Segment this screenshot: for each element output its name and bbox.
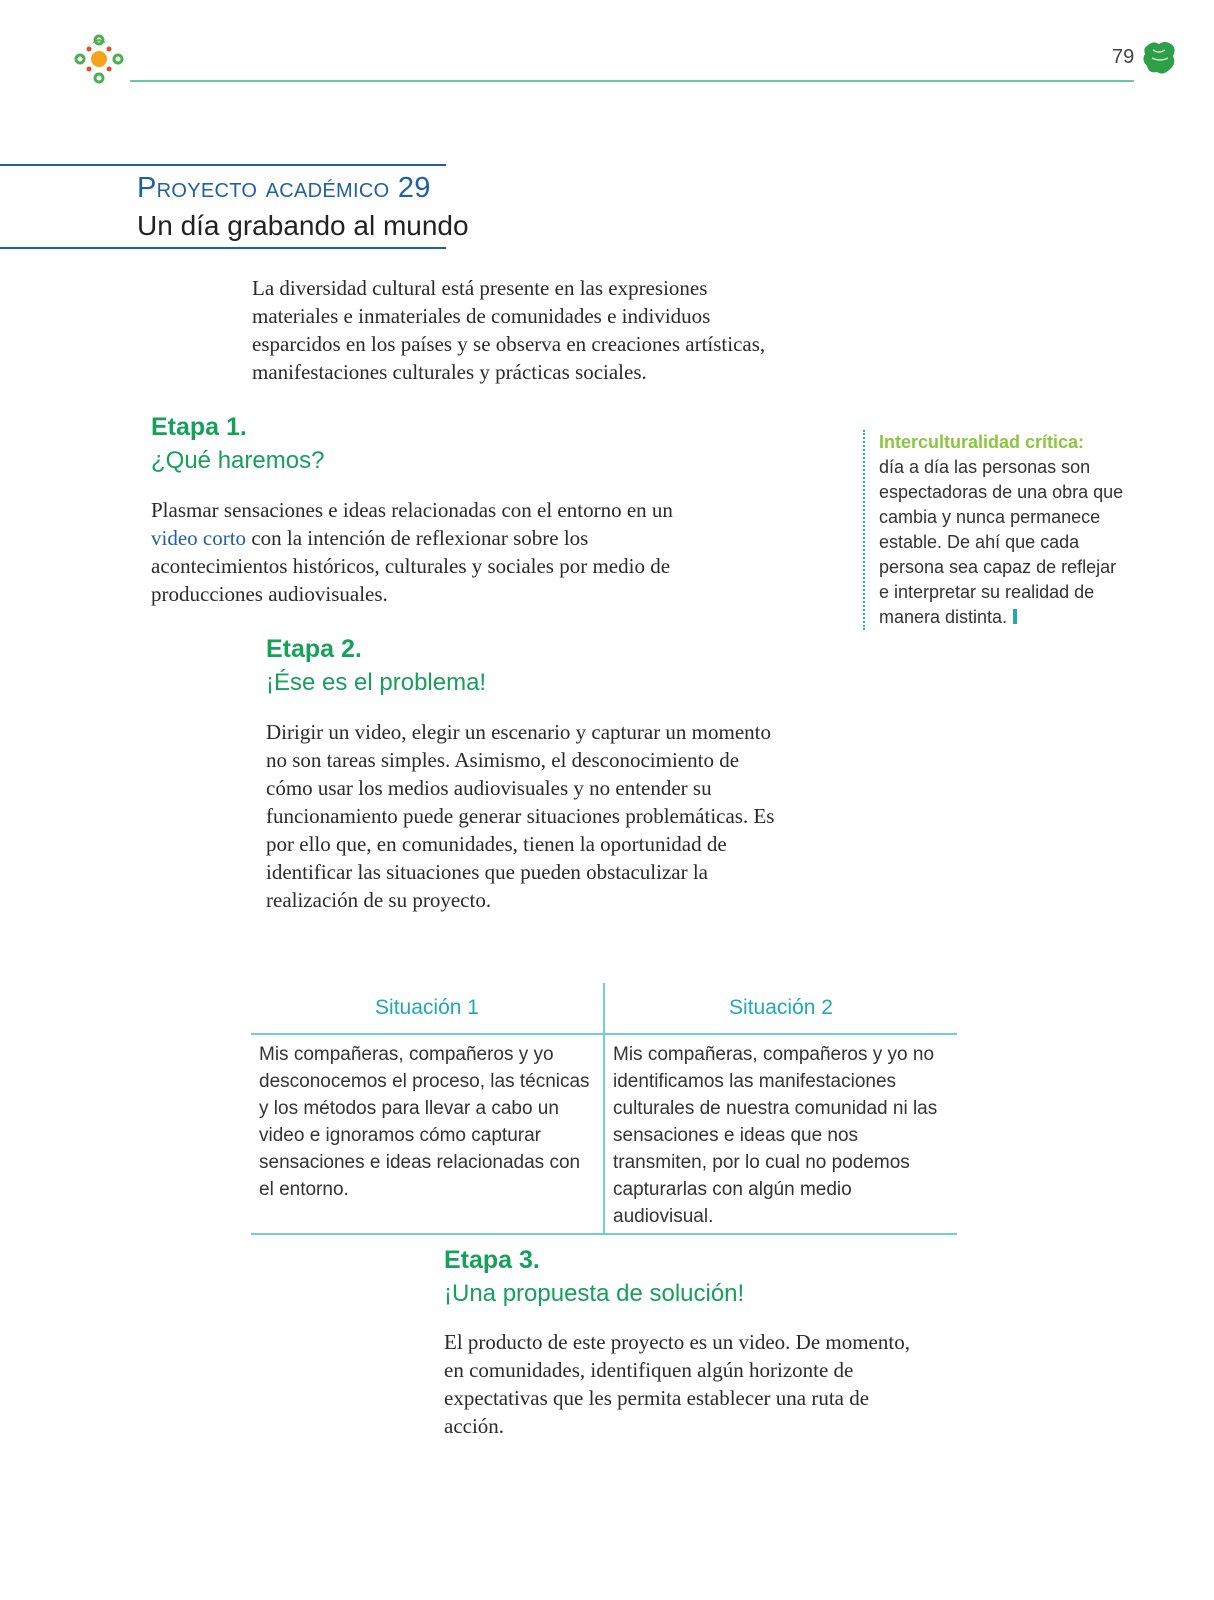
- glossary-sidenote: [863, 430, 1129, 630]
- project-title: Proyecto académico 29: [137, 172, 431, 204]
- stage3-paragraph: El producto de este proyecto es un video. De momento, en comunidades, identifiquen algún horizonte de expectativas que les permita establecer una ruta de acción.: [444, 1330, 910, 1438]
- sidenote-term: Interculturalidad crítica:: [879, 432, 1085, 452]
- stage1-paragraph: [151, 496, 711, 608]
- flower-logo-icon: [70, 32, 128, 86]
- situations-table: [251, 983, 957, 1235]
- sidenote-text: día a día las personas son espectadoras de una obra que cambia y nunca permanece estable. De ahí que cada persona sea capaz de reflejar e interpretar su realidad de manera distinta.: [879, 457, 1124, 627]
- stage2-question: ¡Ése es el problema!: [266, 669, 487, 696]
- stage3-question: ¡Una propuesta de solución!: [444, 1280, 745, 1307]
- glossary-term-video-corto[interactable]: video corto: [151, 526, 247, 550]
- situation2-cell: Mis compañeras, compañeros y yo no identificamos las manifestaciones culturales de nuestra comunidad ni las sensaciones e ideas que nos transmiten, por lo cual no podemos capturarlas con algún medio audiovisual.: [604, 1034, 957, 1234]
- stage1-heading: Etapa 1.: [151, 413, 247, 441]
- green-emblem-icon: [1143, 40, 1177, 76]
- stage2-heading: Etapa 2.: [266, 635, 362, 663]
- page-number: 79: [1112, 46, 1135, 68]
- table-header-row: [251, 983, 957, 1034]
- stage1-text-before: Plasmar sensaciones e ideas relacionadas con el entorno en un: [151, 498, 673, 522]
- header-rule: [130, 80, 1134, 82]
- situation1-cell: Mis compañeras, compañeros y yo desconocemos el proceso, las técnicas y los métodos para llevar a cabo un video e ignoramos cómo capturar sensaciones e ideas relacionadas con el entorno.: [251, 1034, 604, 1234]
- intro-paragraph: La diversidad cultural está presente en las expresiones materiales e inmateriales de comunidades e individuos esparcidos en los países y se observa en creaciones artísticas, manifestaciones culturales y prácticas sociales.: [252, 276, 766, 384]
- stage1-question: ¿Qué haremos?: [151, 447, 325, 474]
- title-rule-top: [0, 164, 446, 166]
- title-rule-bottom: [0, 247, 446, 249]
- stage3-heading: Etapa 3.: [444, 1246, 540, 1274]
- situation1-header: Situación 1: [251, 983, 604, 1034]
- situation2-header: Situación 2: [604, 983, 957, 1034]
- table-row: [251, 1034, 957, 1234]
- project-subtitle: Un día grabando al mundo: [137, 210, 469, 241]
- stage2-paragraph: Dirigir un video, elegir un escenario y capturar un momento no son tareas simples. Asimismo, el desconocimiento de cómo usar los medios audiovisuales y no entender su funcionamiento puede generar situaciones problemáticas. Es por ello que, en comunidades, tienen la oportunidad de identificar las situaciones que pueden obstaculizar la realización de su proyecto.: [266, 720, 775, 912]
- end-marker-icon: [1013, 609, 1017, 624]
- stage1-text-after: con la intención de reflexionar sobre los acontecimientos históricos, culturales y sociales por medio de producciones audiovisuales.: [151, 526, 671, 606]
